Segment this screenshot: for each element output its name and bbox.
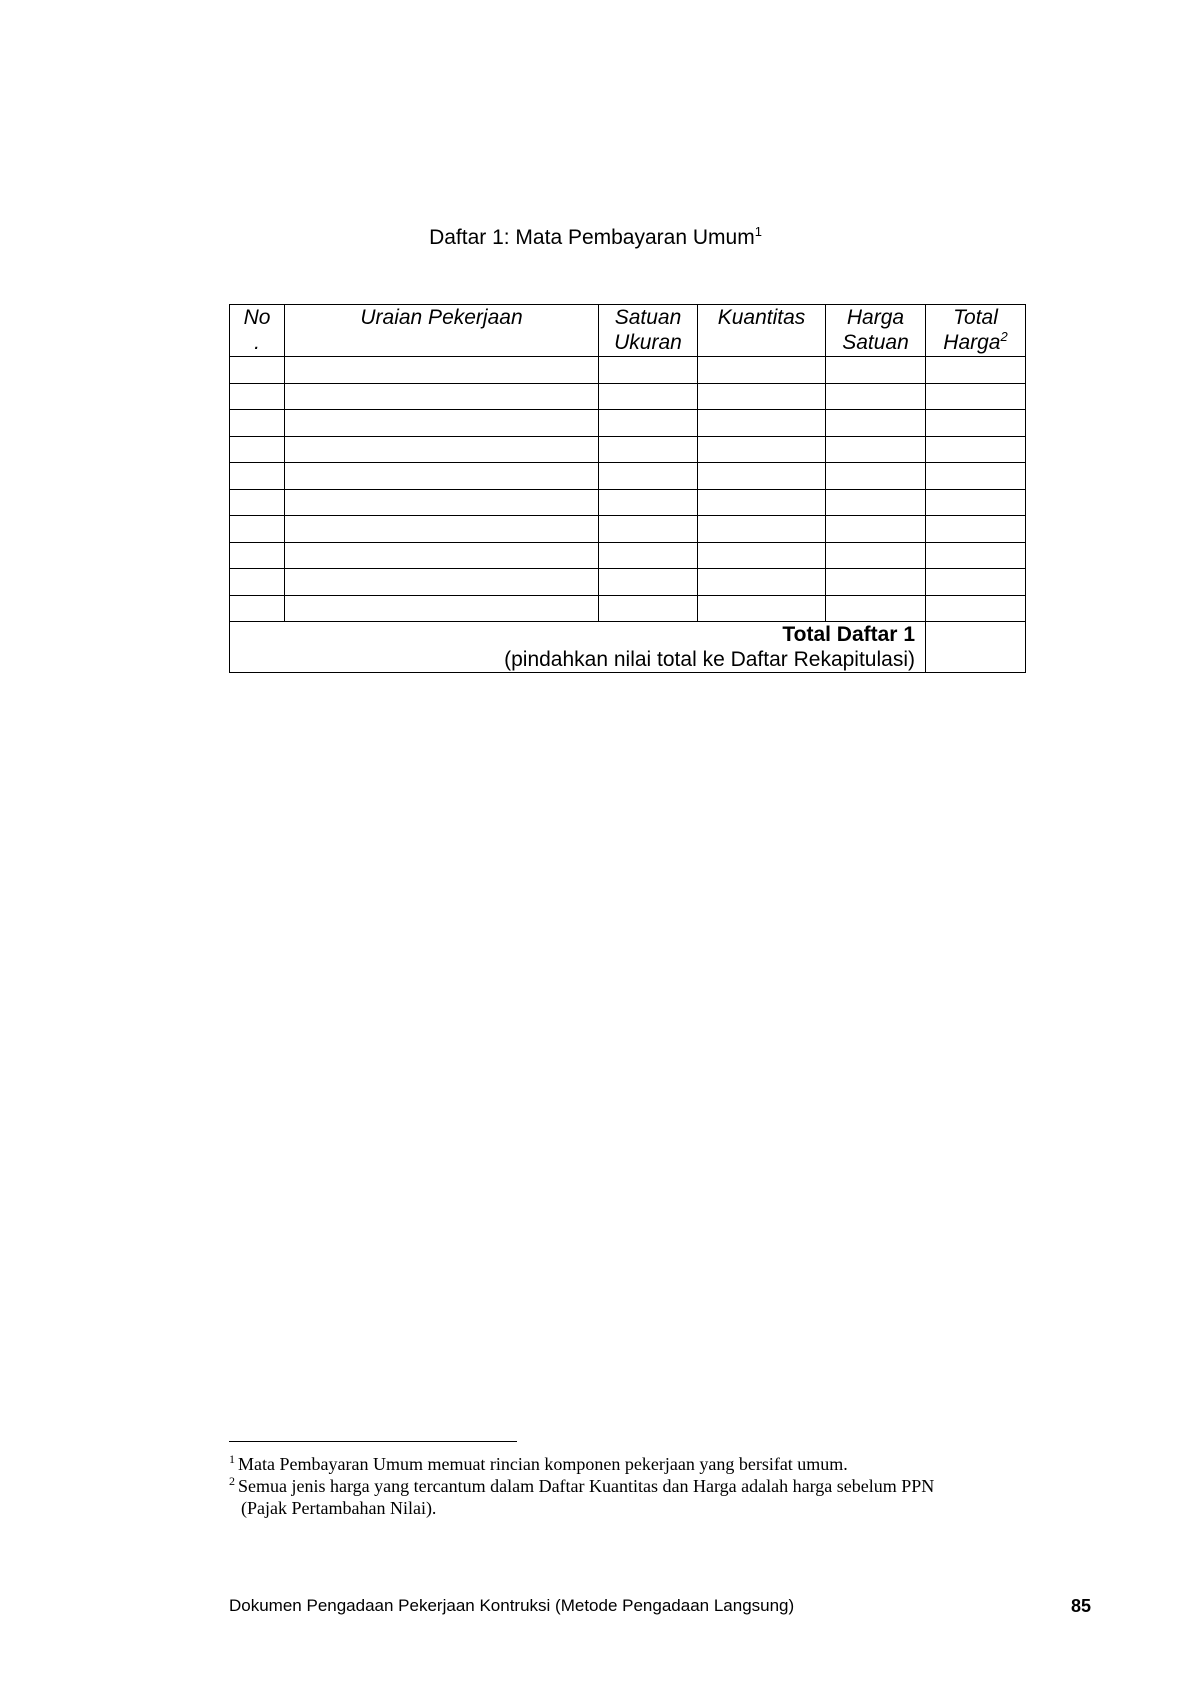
total-label-cell bbox=[230, 622, 926, 673]
title-text: Daftar 1: Mata Pembayaran Umum bbox=[429, 226, 755, 249]
page-title bbox=[0, 226, 1191, 250]
header-harga-satuan: Harga Satuan bbox=[826, 305, 926, 357]
footnote-2: $^2$ Semua jenis harga yang tercantum dalam Daftar Kuantitas dan Harga adalah harga sebelum PPN bbox=[229, 1474, 935, 1496]
table-row bbox=[230, 463, 1026, 490]
header-uraian-pekerjaan: Uraian Pekerjaan bbox=[285, 305, 599, 357]
table-row bbox=[230, 410, 1026, 437]
table-row bbox=[230, 489, 1026, 516]
header-satuan-ukuran: Satuan Ukuran bbox=[599, 305, 698, 357]
header-no: No . bbox=[230, 305, 285, 357]
table-row bbox=[230, 569, 1026, 596]
header-total-harga: Total Harga$^2$ bbox=[926, 305, 1026, 357]
total-note: (pindahkan nilai total ke Daftar Rekapitulasi) bbox=[504, 648, 915, 671]
table-row bbox=[230, 436, 1026, 463]
table-row bbox=[230, 595, 1026, 622]
table-row bbox=[230, 357, 1026, 384]
header-kuantitas: Kuantitas bbox=[698, 305, 826, 357]
footnote-divider bbox=[229, 1441, 517, 1442]
total-row bbox=[230, 622, 1026, 673]
table-row bbox=[230, 542, 1026, 569]
total-label: Total Daftar 1 bbox=[782, 623, 915, 646]
footnotes bbox=[229, 1453, 1029, 1519]
table-header-row bbox=[230, 305, 1026, 357]
pricing-table bbox=[229, 304, 1026, 673]
footnote-1: $^1$ Mata Pembayaran Umum memuat rincian komponen pekerjaan yang bersifat umum. bbox=[229, 1452, 848, 1474]
table-row bbox=[230, 383, 1026, 410]
total-value-cell bbox=[926, 622, 1026, 673]
page-number: 85 bbox=[1070, 1596, 1091, 1616]
table-row bbox=[230, 516, 1026, 543]
footnote-2-continuation: (Pajak Pertambahan Nilai). bbox=[241, 1498, 437, 1518]
footer-document-title: Dokumen Pengadaan Pekerjaan Kontruksi (Metode Pengadaan Langsung) bbox=[229, 1596, 795, 1615]
title-footnote-ref: 1 bbox=[754, 224, 762, 239]
